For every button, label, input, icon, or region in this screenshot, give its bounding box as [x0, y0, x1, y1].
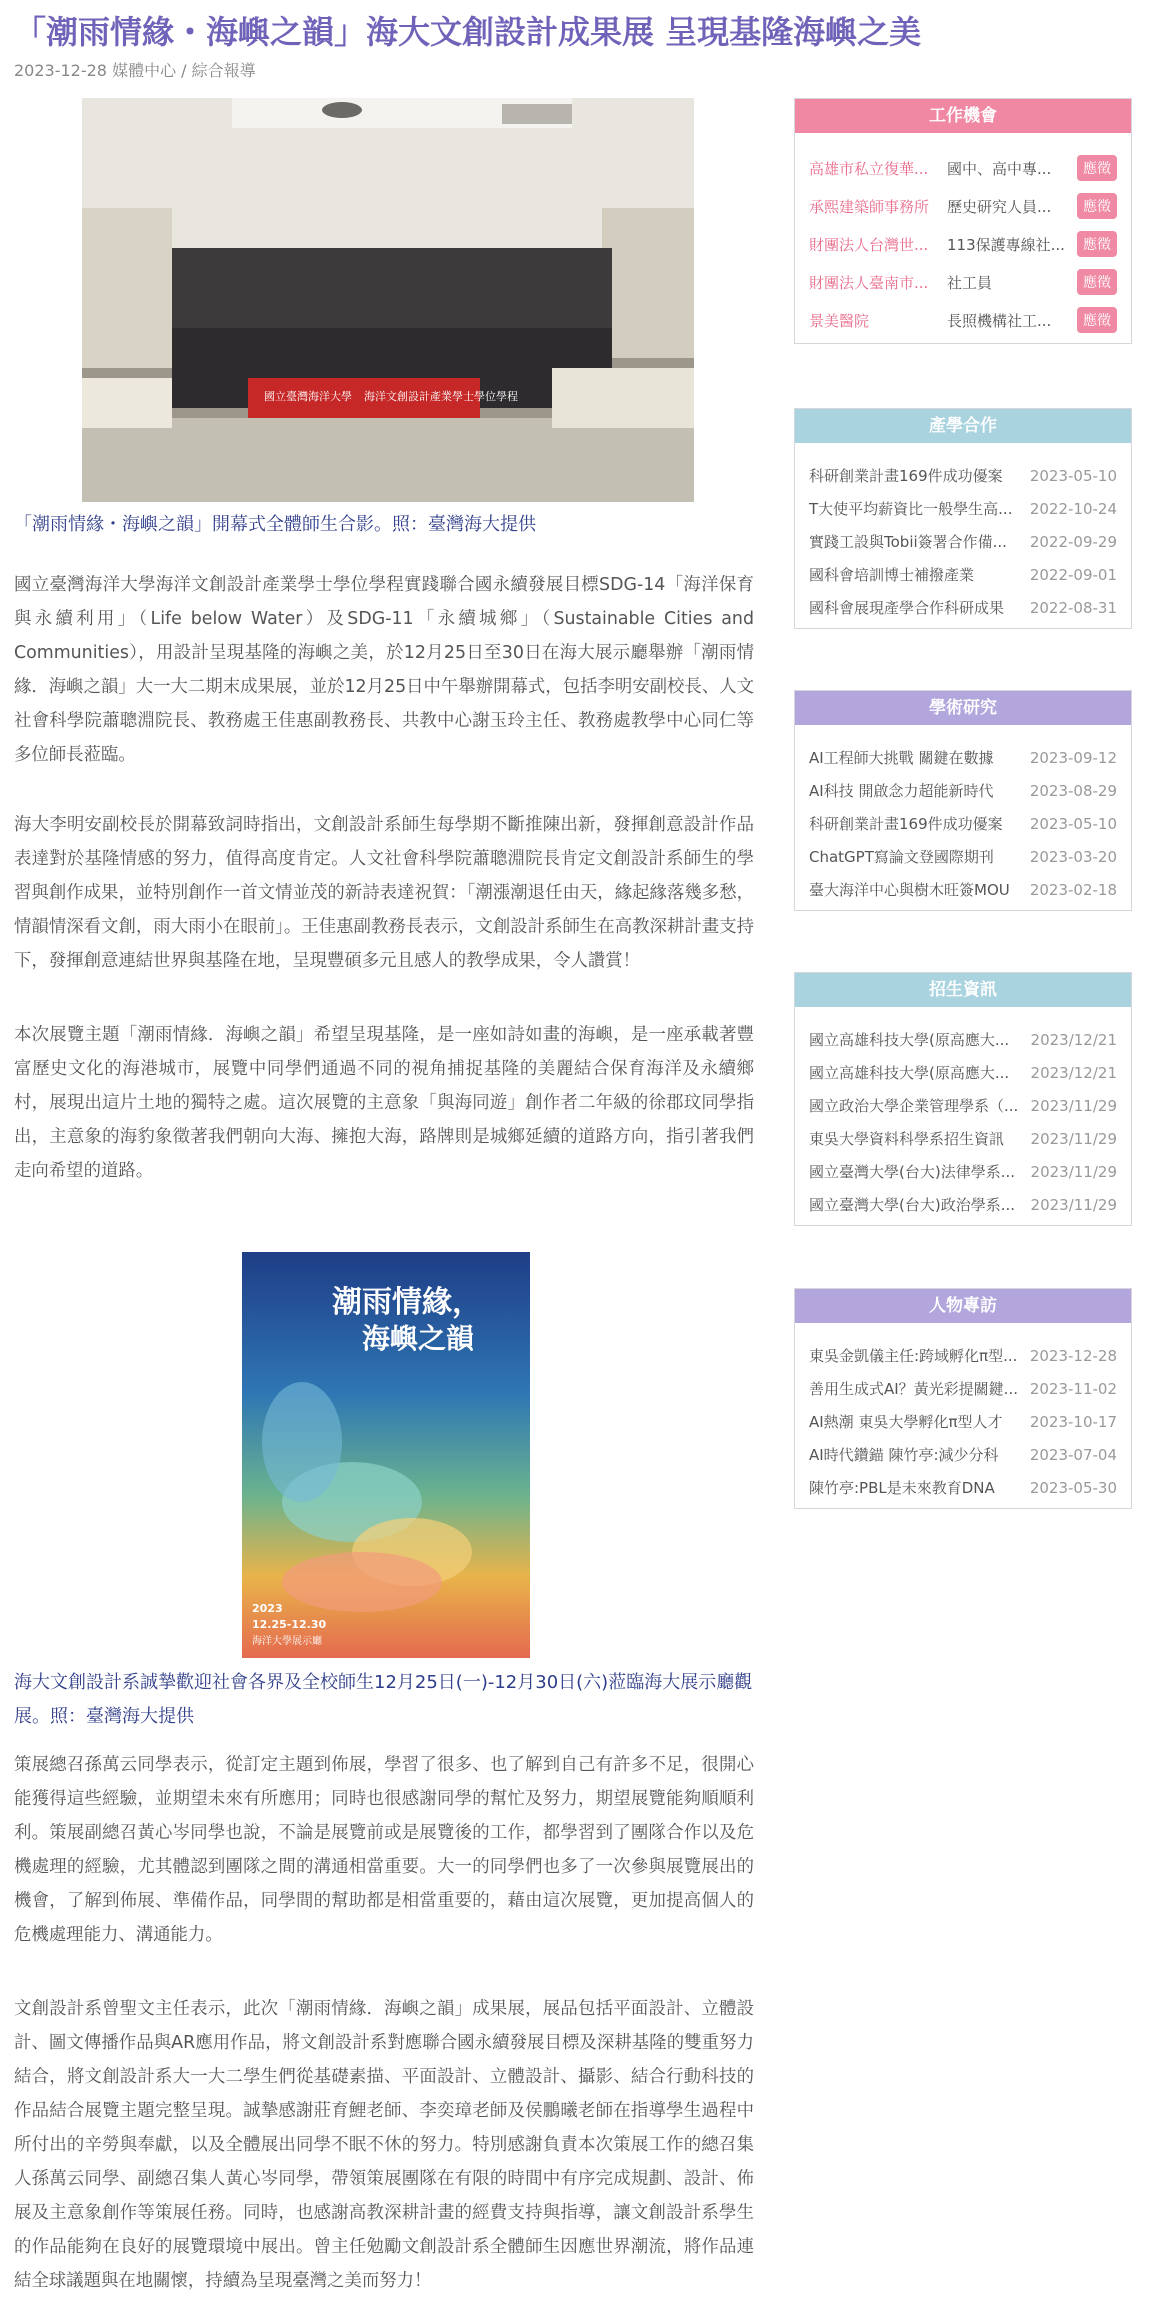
poster-title-1: 潮雨情緣，	[332, 1285, 482, 1320]
list-item[interactable]	[809, 1471, 1117, 1504]
news-link[interactable]: 國立高雄科技大學(原高應大...	[809, 1064, 1010, 1082]
news-link[interactable]: 東吳金凱儀主任:跨域孵化π型...	[809, 1347, 1018, 1365]
banner-text-2: 海洋文創設計產業學士學位學程	[364, 390, 518, 403]
job-row[interactable]	[809, 225, 1117, 263]
apply-button[interactable]: 應徵	[1077, 193, 1117, 219]
apply-button[interactable]: 應徵	[1077, 155, 1117, 181]
news-date: 2023-10-17	[1029, 1412, 1117, 1431]
news-date: 2023-09-12	[1029, 748, 1117, 767]
list-item[interactable]	[809, 741, 1117, 774]
paragraph-3: 本次展覽主題「潮雨情緣．海嶼之韻」希望呈現基隆，是一座如詩如畫的海嶼，是一座承載著豐富歷史文化的海港城市，展覽中同學們通過不同的視角捕捉基隆的美麗結合保育海洋及永續鄉村，展現出這片土地的獨特之處。這次展覽的主意象「與海同遊」創作者二年級的徐郡玟同學指出，主意象的海豹象徵著我們朝向大海、擁抱大海，路牌則是城鄉延續的道路方向，指引著我們走向希望的道路。	[14, 1025, 754, 1181]
poster-year: 2023	[252, 1602, 283, 1615]
news-date: 2023/12/21	[1030, 1063, 1117, 1082]
list-item[interactable]	[809, 558, 1117, 591]
job-title-link[interactable]: 國中、高中專...	[947, 159, 1052, 178]
news-link[interactable]: 陳竹亭:PBL是未來教育DNA	[809, 1479, 995, 1497]
paragraph-1: 國立臺灣海洋大學海洋文創設計產業學士學位學程實踐聯合國永續發展目標SDG-14「海洋保育與永續利用」（Life below Water）及SDG-11「永續城鄉」（Sustainable Cities and Communities），用設計呈現基隆的海嶼之美，於12月25日至30日在海大展示廳舉辦「潮雨情緣．海嶼之韻」大一大二期末成果展，並於12月25日中午舉辦開幕式，包括李明安副校長、人文社會科學院蕭聰淵院長、教務處王佳惠副教務長、共教中心謝玉玲主任、教務處教學中心同仁等多位師長蒞臨。	[14, 575, 754, 765]
news-link[interactable]: 國立政治大學企業管理學系（...	[809, 1097, 1019, 1115]
job-company-link[interactable]: 承熙建築師事務所	[809, 197, 930, 216]
list-item[interactable]	[809, 591, 1117, 624]
admission-box	[794, 972, 1132, 1226]
news-link[interactable]: AI熱潮 東吳大學孵化π型人才	[809, 1413, 1003, 1431]
list-item[interactable]	[809, 1438, 1117, 1471]
news-link[interactable]: 國立臺灣大學(台大)政治學系...	[809, 1196, 1016, 1214]
poster-dates: 12.25-12.30	[252, 1618, 327, 1631]
news-link[interactable]: 國立臺灣大學(台大)法律學系...	[809, 1163, 1016, 1181]
list-item[interactable]	[809, 1372, 1117, 1405]
news-date: 2023-12-28	[1029, 1346, 1117, 1365]
list-item[interactable]	[809, 1089, 1117, 1122]
news-link[interactable]: 國科會展現產學合作科研成果	[809, 599, 1005, 617]
job-row[interactable]	[809, 149, 1117, 187]
list-item[interactable]	[809, 1339, 1117, 1372]
job-company-link[interactable]: 財團法人台灣世...	[809, 235, 929, 254]
list-item[interactable]	[809, 1155, 1117, 1188]
news-date: 2022-10-24	[1029, 499, 1117, 518]
news-link[interactable]: T大使平均薪資比一般學生高...	[809, 500, 1013, 518]
article-meta: 2023-12-28 媒體中心 / 綜合報導	[14, 61, 256, 80]
news-link[interactable]: 臺大海洋中心與樹木旺簽MOU	[809, 881, 1010, 899]
interviews-heading: 人物專訪	[795, 1289, 1131, 1323]
job-row[interactable]	[809, 263, 1117, 301]
industry-box	[794, 408, 1132, 629]
paragraph-2: 海大李明安副校長於開幕致詞時指出，文創設計系師生每學期不斷推陳出新，發揮創意設計作品表達對於基隆情感的努力，值得高度肯定。人文社會科學院蕭聰淵院長肯定文創設計系師生的學習與創作成果，並特別創作一首文情並茂的新詩表達祝賀：「潮漲潮退任由天，緣起緣落幾多愁，情韻情深看文創，雨大雨小在眼前」。王佳惠副教務長表示，文創設計系師生在高教深耕計畫支持下，發揮創意連結世界與基隆在地，呈現豐碩多元且感人的教學成果，令人讚賞！	[14, 815, 754, 971]
job-company-link[interactable]: 高雄市私立復華...	[809, 159, 929, 178]
research-heading: 學術研究	[795, 691, 1131, 725]
apply-button[interactable]: 應徵	[1077, 307, 1117, 333]
banner-text-1: 國立臺灣海洋大學	[264, 390, 352, 403]
news-date: 2023/12/21	[1030, 1030, 1117, 1049]
job-company-link[interactable]: 財團法人臺南市...	[809, 273, 929, 292]
news-date: 2022-08-31	[1029, 598, 1117, 617]
news-link[interactable]: AI工程師大挑戰 關鍵在數據	[809, 749, 994, 767]
list-item[interactable]	[809, 1405, 1117, 1438]
industry-heading: 產學合作	[795, 409, 1131, 443]
list-item[interactable]	[809, 525, 1117, 558]
job-company-link[interactable]: 景美醫院	[809, 311, 870, 330]
news-link[interactable]: 國立高雄科技大學(原高應大...	[809, 1031, 1010, 1049]
article-title: 「潮雨情緣・海嶼之韻」海大文創設計成果展 呈現基隆海嶼之美	[14, 13, 922, 51]
poster-title-2: 海嶼之韻	[362, 1322, 475, 1355]
jobs-heading: 工作機會	[795, 99, 1131, 133]
news-date: 2023-02-18	[1029, 880, 1117, 899]
news-date: 2022-09-01	[1029, 565, 1117, 584]
photo-caption-2: 海大文創設計系誠摯歡迎社會各界及全校師生12月25日(一)-12月30日(六)蒞臨海大展示廳觀展。照：臺灣海大提供	[14, 1672, 753, 1727]
list-item[interactable]	[809, 1023, 1117, 1056]
news-date: 2022-09-29	[1029, 532, 1117, 551]
interviews-box	[794, 1288, 1132, 1509]
list-item[interactable]	[809, 492, 1117, 525]
poster-venue: 海洋大學展示廳	[252, 1636, 322, 1647]
paragraph-4: 策展總召孫萬云同學表示，從訂定主題到佈展，學習了很多、也了解到自己有許多不足，很開心能獲得這些經驗，並期望未來有所應用；同時也很感謝同學的幫忙及努力，期望展覽能夠順順利利。策展副總召黃心岑同學也說，不論是展覽前或是展覽後的工作，都學習到了團隊合作以及危機處理的經驗，尤其體認到團隊之間的溝通相當重要。大一的同學們也多了一次參與展覽展出的機會，了解到佈展、準備作品，同學間的幫助都是相當重要的，藉由這次展覽，更加提高個人的危機處理能力、溝通能力。	[14, 1755, 754, 1945]
news-link[interactable]: 善用生成式AI？黃光彩提關鍵...	[809, 1380, 1018, 1398]
news-date: 2023-05-10	[1029, 814, 1117, 833]
news-link[interactable]: 東吳大學資料科學系招生資訊	[809, 1130, 1005, 1148]
news-link[interactable]: ChatGPT寫論文登國際期刊	[809, 848, 994, 866]
photo-caption-1: 「潮雨情緣・海嶼之韻」開幕式全體師生合影。照：臺灣海大提供	[14, 514, 536, 535]
news-date: 2023/11/29	[1030, 1162, 1117, 1181]
list-item[interactable]	[809, 807, 1117, 840]
news-date: 2023-05-30	[1029, 1478, 1117, 1497]
list-item[interactable]	[809, 774, 1117, 807]
list-item[interactable]	[809, 1122, 1117, 1155]
news-date: 2023/11/29	[1030, 1195, 1117, 1214]
list-item[interactable]	[809, 1056, 1117, 1089]
research-box	[794, 690, 1132, 911]
news-date: 2023/11/29	[1030, 1129, 1117, 1148]
news-link[interactable]: AI時代鑽錨 陳竹亭:減少分科	[809, 1446, 999, 1464]
news-date: 2023/11/29	[1030, 1096, 1117, 1115]
list-item[interactable]	[809, 873, 1117, 906]
apply-button[interactable]: 應徵	[1077, 231, 1117, 257]
job-row[interactable]	[809, 187, 1117, 225]
jobs-box	[794, 98, 1132, 344]
news-link[interactable]: AI科技 開啟念力超能新時代	[809, 782, 994, 800]
job-title-link[interactable]: 長照機構社工...	[947, 311, 1052, 330]
news-link[interactable]: 國科會培訓博士補撥產業	[809, 566, 975, 584]
job-title-link[interactable]: 歷史研究人員...	[947, 197, 1052, 216]
job-title-link[interactable]: 社工員	[947, 273, 993, 292]
admission-heading: 招生資訊	[795, 973, 1131, 1007]
news-date: 2023-03-20	[1029, 847, 1117, 866]
news-link[interactable]: 科研創業計畫169件成功優案	[809, 467, 1003, 485]
news-date: 2023-11-02	[1029, 1379, 1117, 1398]
list-item[interactable]	[809, 840, 1117, 873]
paragraph-5: 文創設計系曾聖文主任表示，此次「潮雨情緣．海嶼之韻」成果展，展品包括平面設計、立體設計、圖文傳播作品與AR應用作品，將文創設計系對應聯合國永續發展目標及深耕基隆的雙重努力結合，將文創設計系大一大二學生們從基礎素描、平面設計、立體設計、攝影、結合行動科技的作品結合展覽主題完整呈現。誠摯感謝莊育鯉老師、李奕璋老師及侯鵬曦老師在指導學生過程中所付出的辛勞與奉獻，以及全體展出同學不眠不休的努力。特別感謝負責本次策展工作的總召集人孫萬云同學、副總召集人黃心岑同學，帶領策展團隊在有限的時間中有序完成規劃、設計、佈展及主意象創作等策展任務。同時，也感謝高教深耕計畫的經費支持與指導，讓文創設計系學生的作品能夠在良好的展覽環境中展出。曾主任勉勵文創設計系全體師生因應世界潮流，將作品連結全球議題與在地關懷，持續為呈現臺灣之美而努力！	[14, 1999, 754, 2291]
job-title-link[interactable]: 113保護專線社...	[947, 235, 1065, 254]
list-item[interactable]	[809, 459, 1117, 492]
news-date: 2023-08-29	[1029, 781, 1117, 800]
job-row[interactable]	[809, 301, 1117, 339]
exhibition-poster	[242, 1252, 530, 1658]
group-photo	[82, 98, 694, 502]
apply-button[interactable]: 應徵	[1077, 269, 1117, 295]
list-item[interactable]	[809, 1188, 1117, 1221]
news-date: 2023-05-10	[1029, 466, 1117, 485]
news-link[interactable]: 科研創業計畫169件成功優案	[809, 815, 1003, 833]
news-link[interactable]: 實踐工設與Tobii簽署合作備...	[809, 533, 1007, 551]
news-date: 2023-07-04	[1029, 1445, 1117, 1464]
